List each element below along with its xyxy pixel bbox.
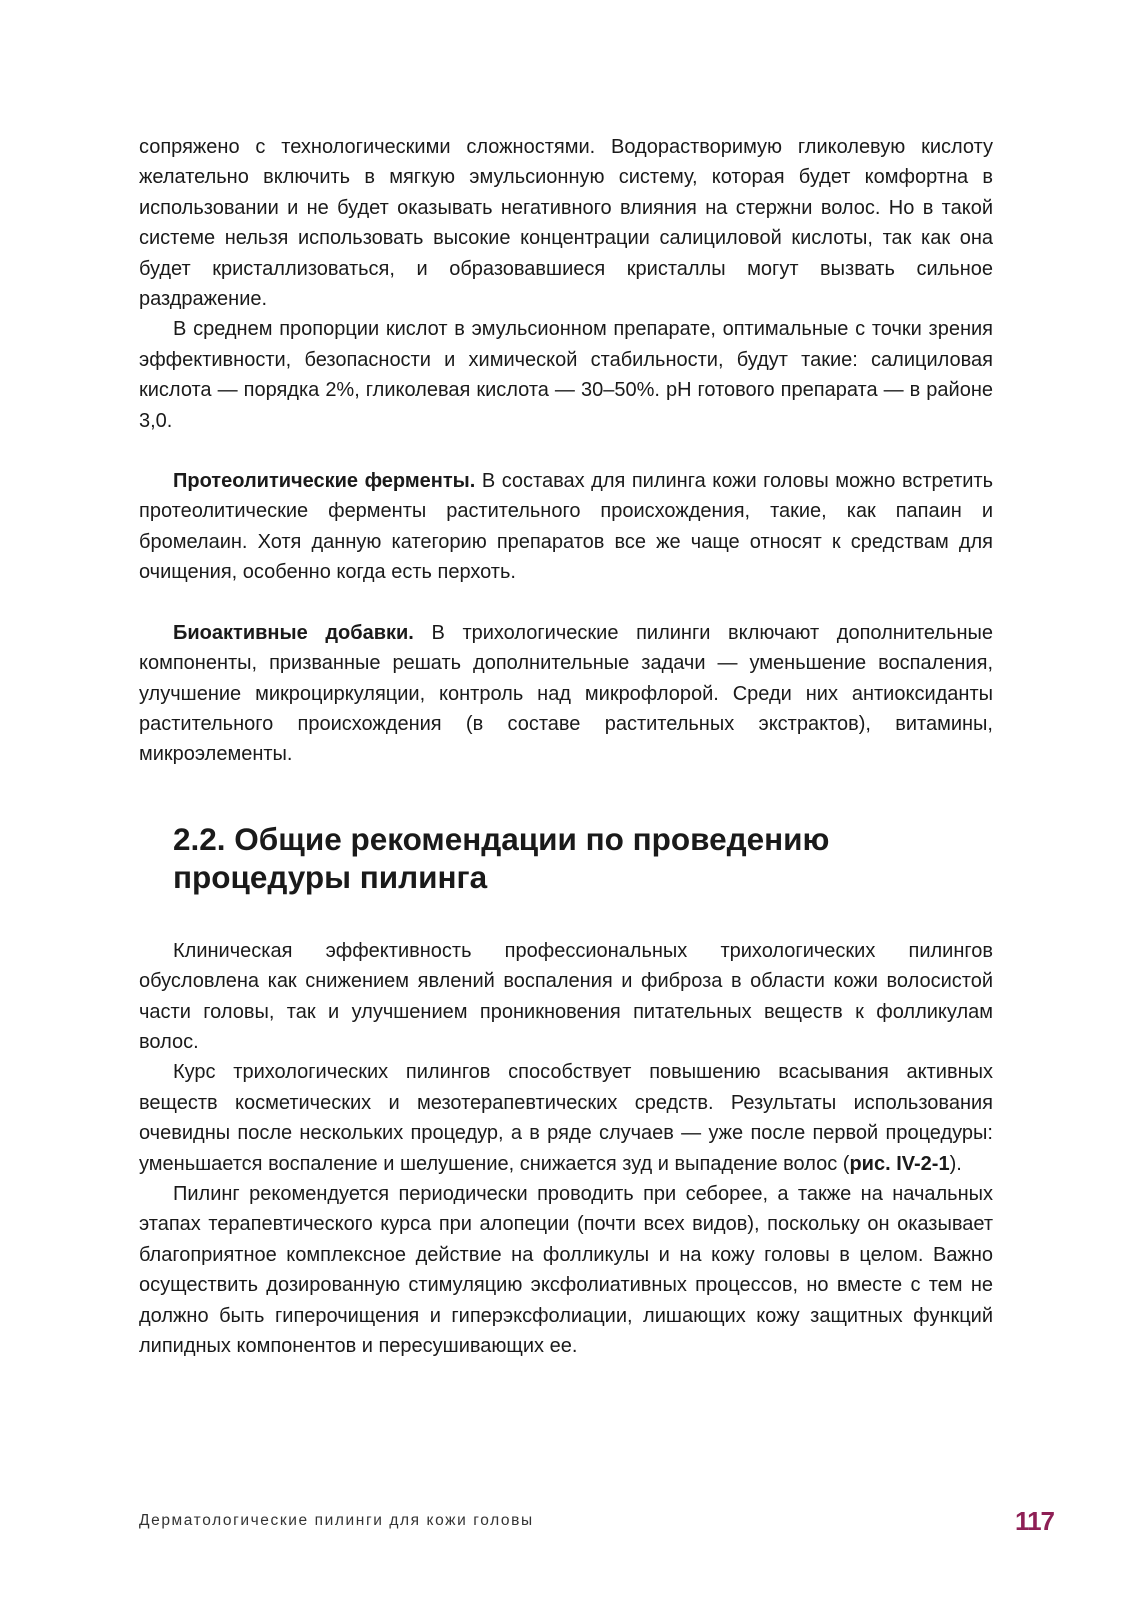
intro-paragraph-1: сопряжено с технологическими сложностями. Водорастворимую гликолевую кислоту желательно включить в мягкую эмульсионную систему, которая будет комфортна в использовании и не будет оказывать негативного влияния на стержни волос. Но в такой системе нельзя использовать высокие концентрации салициловой кислоты, так как она будет кристаллизоваться, и образовавшиеся кристаллы могут вызвать сильное раздражение. — [139, 136, 993, 311]
section-heading-line-1: 2.2. Общие рекомендации по проведению — [173, 820, 830, 857]
paragraph-gap — [139, 588, 993, 618]
figure-reference-link[interactable]: рис. IV-2-1 — [849, 1152, 950, 1175]
section-paragraph-2-text: Курс трихологических пилингов способствует повышению всасывания активных веществ косметических и мезотерапевтических средств. Результаты использования очевидны после нескольких процедур, а в ряде случаев — уже после первой процедуры: уменьшается воспаление и шелушение, снижается зуд и выпадение волос ( — [139, 1061, 993, 1175]
page-number: 117 — [1015, 1506, 1054, 1536]
section-paragraph-2-end: ). — [949, 1152, 962, 1175]
paragraph-gap — [139, 436, 993, 466]
bioactive-text: В трихологические пилинги включают дополнительные компоненты, призванные решать дополнительные задачи — уменьшение воспаления, улучшение микроциркуляции, контроль над микрофлорой. Среди них антиоксиданты растительного происхождения (в составе растительных экстрактов), витамины, микроэлементы. — [139, 621, 993, 766]
running-title: Дерматологические пилинги для кожи головы — [139, 1512, 534, 1529]
page-body — [139, 132, 993, 1361]
section-heading — [173, 820, 993, 896]
enzymes-lead: Протеолитические ферменты. — [173, 470, 476, 493]
bioactive-paragraph — [139, 618, 993, 770]
section-heading-line-2: процедуры пилинга — [173, 858, 488, 895]
intro-paragraph-2: В среднем пропорции кислот в эмульсионном препарате, оптимальные с точки зрения эффективности, безопасности и химической стабильности, будут такие: салициловая кислота — порядка 2%, гликолевая кислота — 30–50%. pH готового препарата — в районе 3,0. — [139, 318, 993, 432]
page-footer — [139, 1508, 1054, 1538]
section-paragraph-1: Клиническая эффективность профессиональных трихологических пилингов обусловлена как снижением явлений воспаления и фиброза в области кожи волосистой части головы, так и улучшением проникновения питательных веществ к фолликулам волос. — [139, 939, 993, 1053]
section-body — [139, 936, 993, 1362]
section-paragraph-2 — [139, 1057, 993, 1179]
enzymes-text: В составах для пилинга кожи головы можно встретить протеолитические ферменты растительного происхождения, такие, как папаин и бромелаин. Хотя данную категорию препаратов все же чаще относят к средствам для очищения, особенно когда есть перхоть. — [139, 470, 993, 584]
section-paragraph-3: Пилинг рекомендуется периодически проводить при себорее, а также на начальных этапах терапевтического курса при алопеции (почти всех видов), поскольку он оказывает благоприятное комплексное действие на фолликулы и на кожу головы в целом. Важно осуществить дозированную стимуляцию эксфолиативных процессов, но вместе с тем не должно быть гиперочищения и гиперэксфолиации, лишающих кожу защитных функций липидных компонентов и пересушивающих ее. — [139, 1182, 993, 1357]
bioactive-lead: Биоактивные добавки. — [173, 621, 414, 644]
enzymes-paragraph — [139, 466, 993, 588]
